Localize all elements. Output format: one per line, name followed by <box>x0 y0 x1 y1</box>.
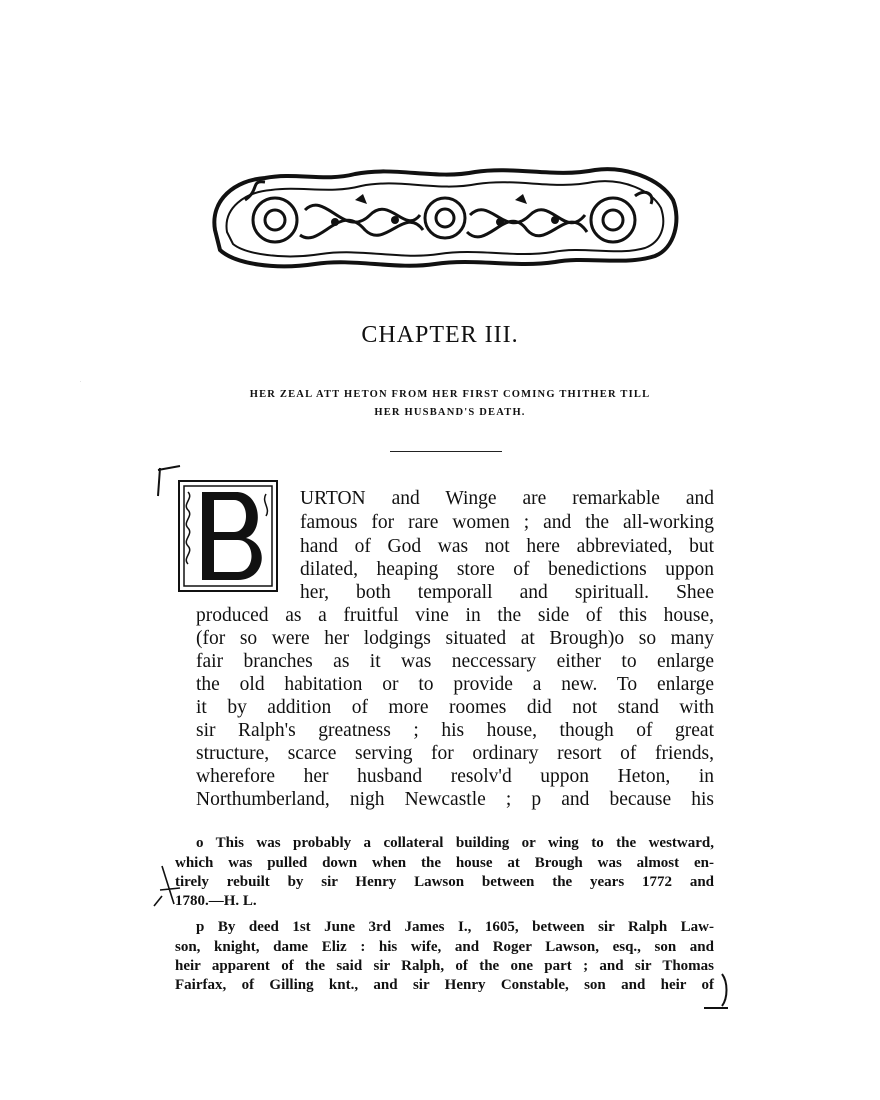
text-line: dilated, heaping store of benedictions uppon <box>300 559 714 580</box>
subtitle-line: HER ZEAL ATT HETON FROM HER FIRST COMING THITHER TILL <box>249 389 651 400</box>
text-line: URTON and Winge are remarkable and <box>300 488 714 509</box>
subtitle-line: HER HUSBAND'S DEATH. <box>374 407 526 418</box>
footnote-line: tirely rebuilt by sir Henry Lawson between the years 1772 and <box>175 874 714 890</box>
text-line: hand of God was not here abbreviated, but <box>300 536 714 557</box>
text-line: famous for rare women ; and the all-working <box>300 512 714 533</box>
text-line: it by addition of more roomes did not stand with <box>196 697 714 718</box>
text-line: wherefore her husband resolv'd uppon Heton, in <box>196 766 714 787</box>
text-line: her, both temporall and spirituall. Shee <box>300 582 714 603</box>
text-line: produced as a fruitful vine in the side of this house, <box>196 605 714 626</box>
margin-pen-mark <box>150 860 184 910</box>
footnote-line: which was pulled down when the house at Brough was almost en- <box>175 855 714 871</box>
ornamental-headpiece <box>205 160 683 272</box>
footnote-line: Fairfax, of Gilling knt., and sir Henry Constable, son and heir of <box>175 977 714 993</box>
text-line: Northumberland, nigh Newcastle ; p and because his <box>196 789 714 810</box>
chapter-title: CHAPTER III. <box>361 322 519 348</box>
footnote-line: 1780.—H. L. <box>175 893 257 909</box>
text-line: fair branches as it was neccessary either to enlarge <box>196 651 714 672</box>
margin-bracket-mark <box>700 972 730 1012</box>
text-line: structure, scarce serving for ordinary resort of friends, <box>196 743 714 764</box>
chapter-subtitle <box>180 386 720 422</box>
dropcap-letter: B <box>80 382 81 383</box>
footnote-line: son, knight, dame Eliz : his wife, and Roger Lawson, esq., son and <box>175 939 714 955</box>
text-line: the old habitation or to provide a new. To enlarge <box>196 674 714 695</box>
decorated-initial <box>80 382 278 592</box>
footnote-line: heir apparent of the said sir Ralph, of the one part ; and sir Thomas <box>175 958 714 974</box>
text-line: (for so were her lodgings situated at Brough)o so many <box>196 628 714 649</box>
footnote-line: o This was probably a collateral building or wing to the westward, <box>196 835 714 851</box>
footnote-line: p By deed 1st June 3rd James I., 1605, between sir Ralph Law- <box>196 919 714 935</box>
text-line: sir Ralph's greatness ; his house, though of great <box>196 720 714 741</box>
chapter-divider <box>390 451 502 452</box>
